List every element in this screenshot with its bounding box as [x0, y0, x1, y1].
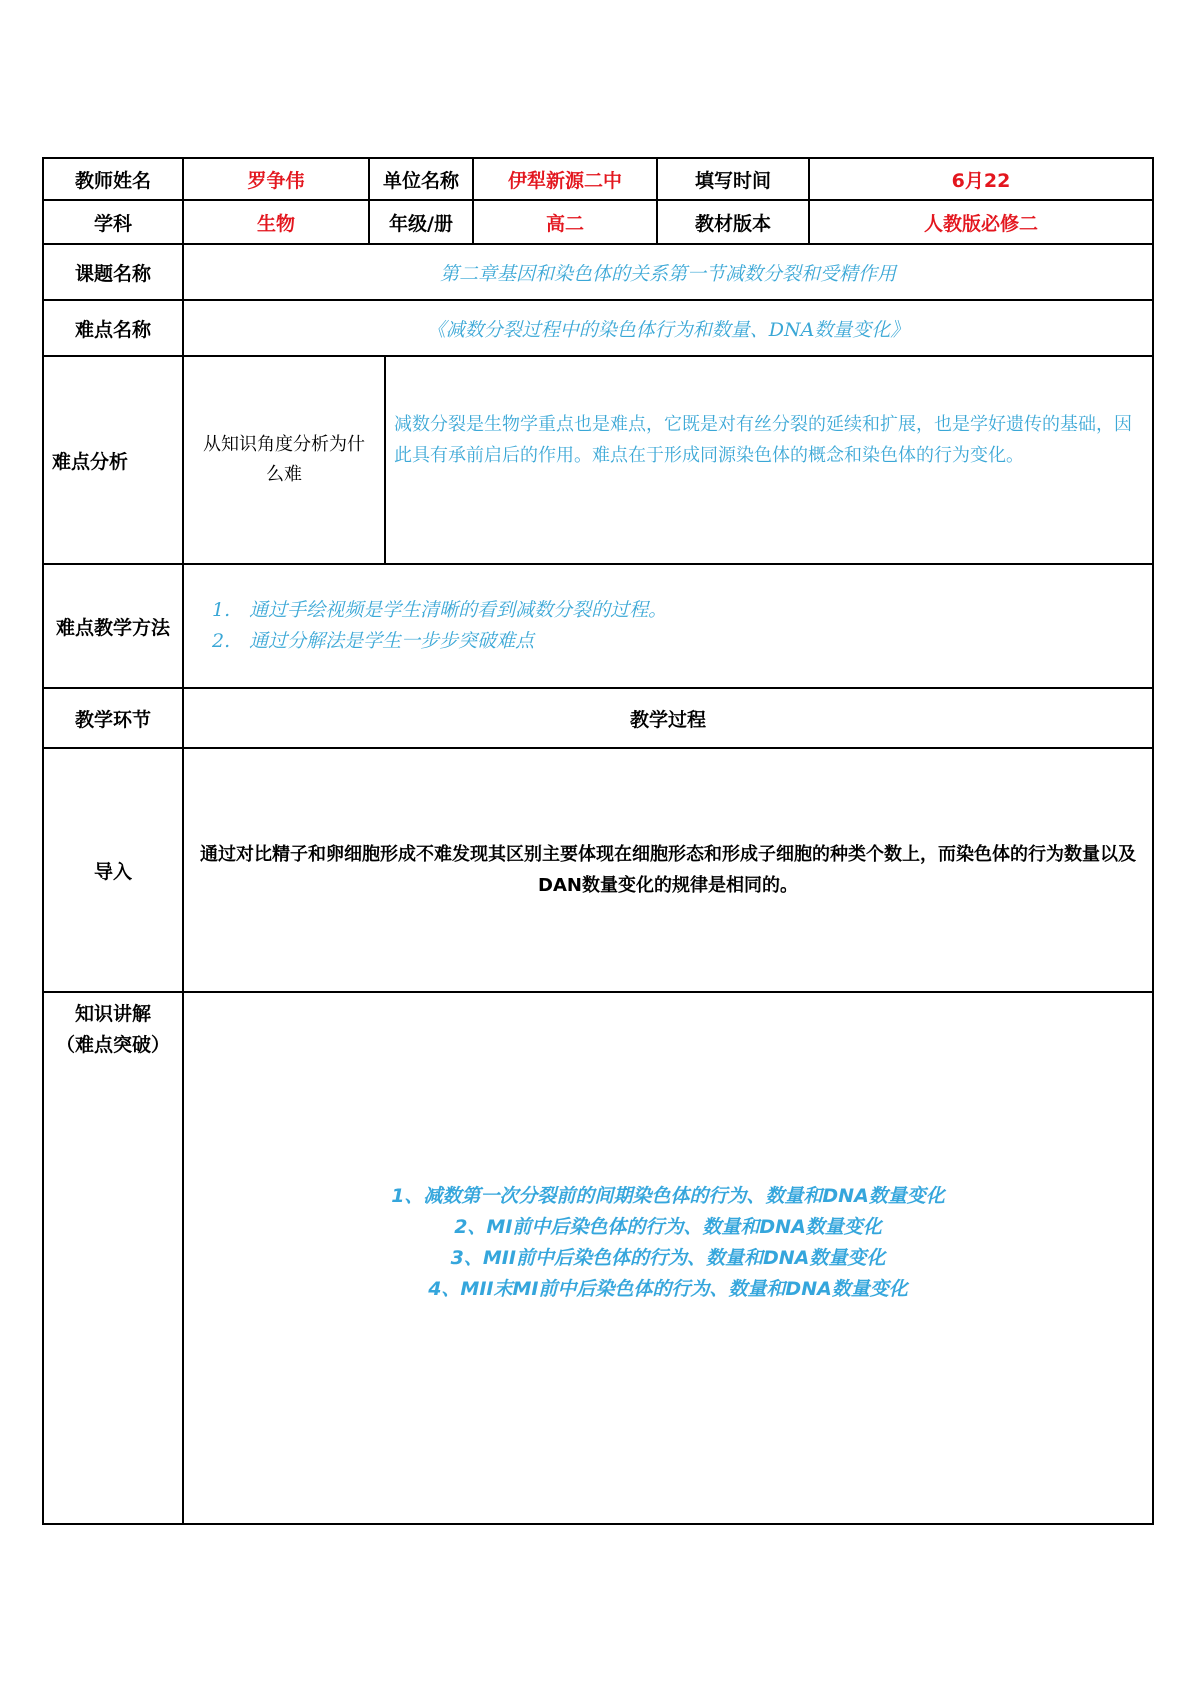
edition-label: 教材版本: [657, 200, 809, 244]
list-item: 4、MII末MI前中后染色体的行为、数量和DNA数量变化: [428, 1278, 908, 1300]
header-row-1: [43, 158, 1153, 200]
process-header-row: [43, 688, 1153, 748]
list-item: 3、MII前中后染色体的行为、数量和DNA数量变化: [450, 1247, 886, 1269]
knowledge-content: [183, 992, 1153, 1524]
analysis-content: [183, 356, 1153, 564]
date-label: 填写时间: [657, 158, 809, 200]
list-item: 2、MI前中后染色体的行为、数量和DNA数量变化: [454, 1216, 882, 1238]
intro-text: 通过对比精子和卵细胞形成不难发现其区别主要体现在细胞形态和形成子细胞的种类个数上，而染色体的行为数量以及DAN数量变化的规律是相同的。: [183, 748, 1153, 992]
grade-label: 年级/册: [369, 200, 473, 244]
methods-row: [43, 564, 1153, 688]
analysis-text: 减数分裂是生物学重点也是难点，它既是对有丝分裂的延续和扩展，也是学好遗传的基础，因此具有承前启后的作用。难点在于形成同源染色体的概念和染色体的行为变化。: [394, 414, 1132, 466]
edition-value: 人教版必修二: [809, 200, 1153, 244]
knowledge-label-line1: 知识讲解: [74, 1003, 151, 1025]
process-step-label: 教学环节: [43, 688, 183, 748]
difficulty-value: 《减数分裂过程中的染色体行为和数量、DNA数量变化》: [183, 300, 1153, 356]
topic-value: 第二章基因和染色体的关系第一节减数分裂和受精作用: [183, 244, 1153, 300]
difficulty-label: 难点名称: [43, 300, 183, 356]
topic-label: 课题名称: [43, 244, 183, 300]
methods-content: [183, 564, 1153, 688]
grade-value: 高二: [473, 200, 657, 244]
date-value: 6月22: [809, 158, 1153, 200]
list-item: 2. 通过分解法是学生一步步突破难点: [212, 630, 535, 652]
difficulty-row: [43, 300, 1153, 356]
intro-row: [43, 748, 1153, 992]
analysis-row: [43, 356, 1153, 564]
knowledge-row: [43, 992, 1153, 1524]
header-row-2: [43, 200, 1153, 244]
unit-value: 伊犁新源二中: [473, 158, 657, 200]
methods-label: 难点教学方法: [43, 564, 183, 688]
list-item: 1、减数第一次分裂前的间期染色体的行为、数量和DNA数量变化: [391, 1185, 945, 1207]
process-label: 教学过程: [183, 688, 1153, 748]
knowledge-label-line2: （难点突破）: [55, 1034, 170, 1056]
analysis-label: 难点分析: [43, 356, 183, 564]
list-item: 1. 通过手绘视频是学生清晰的看到减数分裂的过程。: [212, 599, 668, 621]
teacher-value: 罗争伟: [183, 158, 369, 200]
knowledge-label: [43, 992, 183, 1524]
subject-label: 学科: [43, 200, 183, 244]
lesson-plan-table: [42, 157, 1154, 1525]
subject-value: 生物: [183, 200, 369, 244]
analysis-sub-label: 从知识角度分析为什么难: [184, 357, 385, 563]
teacher-label: 教师姓名: [43, 158, 183, 200]
methods-list: [194, 595, 1152, 657]
intro-label: 导入: [43, 748, 183, 992]
unit-label: 单位名称: [369, 158, 473, 200]
topic-row: [43, 244, 1153, 300]
